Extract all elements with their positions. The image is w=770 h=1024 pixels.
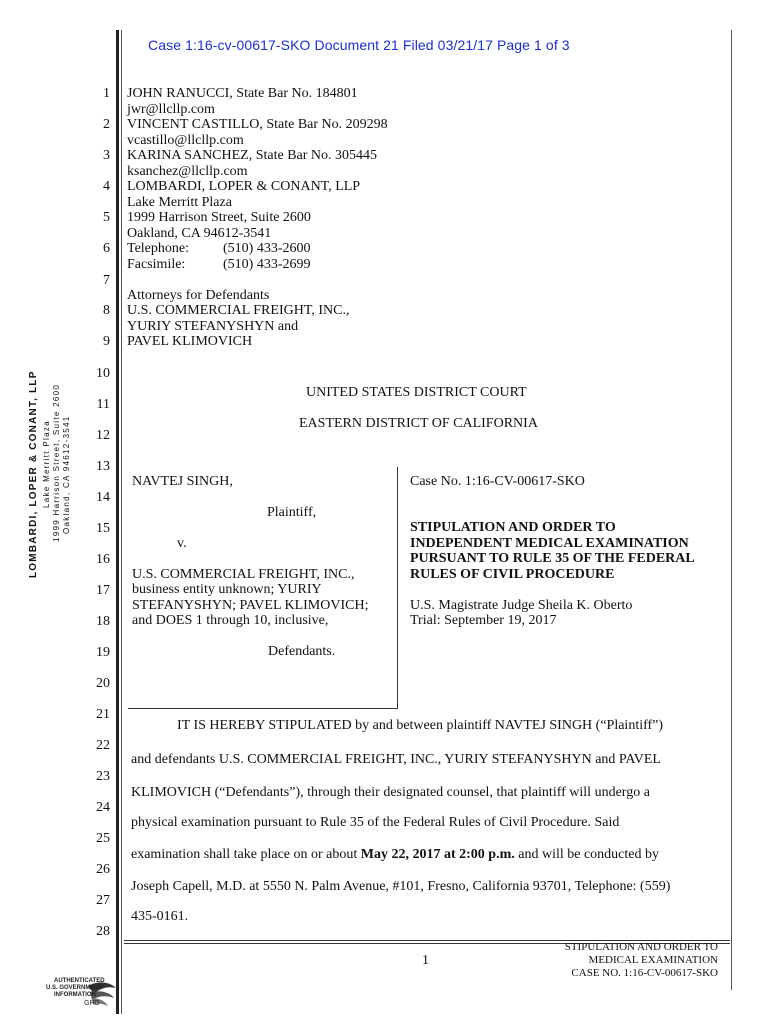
- side-firm-line3: Oakland, CA 94612-3541: [62, 415, 71, 534]
- footer-case-number: CASE NO. 1:16-CV-00617-SKO: [571, 967, 718, 979]
- court-district: EASTERN DISTRICT OF CALIFORNIA: [299, 416, 538, 431]
- line-number: 1: [103, 86, 110, 101]
- line-number: 6: [103, 241, 110, 256]
- body-text: and will be conducted by: [514, 847, 660, 862]
- line-number: 3: [103, 148, 110, 163]
- attorney-line: JOHN RANUCCI, State Bar No. 184801: [127, 86, 358, 101]
- document-title-line: STIPULATION AND ORDER TO: [410, 520, 616, 535]
- line-number: 15: [96, 521, 110, 536]
- exam-datetime: May 22, 2017 at 2:00 p.m.: [360, 847, 515, 862]
- body-line: physical examination pursuant to Rule 35 of the Federal Rules of Civil Procedure. Said: [131, 815, 620, 830]
- line-number: 22: [96, 738, 110, 753]
- facsimile-label: Facsimile:: [127, 257, 186, 272]
- line-number: 21: [96, 707, 110, 722]
- firm-address-line: Lake Merritt Plaza: [127, 195, 232, 210]
- court-name: UNITED STATES DISTRICT COURT: [306, 385, 527, 400]
- line-number: 19: [96, 645, 110, 660]
- line-number: 7: [103, 273, 110, 288]
- body-line: 435-0161.: [131, 909, 189, 924]
- body-text: examination shall take place on or about: [131, 847, 361, 862]
- line-number: 28: [96, 924, 110, 939]
- firm-name: LOMBARDI, LOPER & CONANT, LLP: [127, 179, 361, 194]
- line-number: 10: [96, 366, 110, 381]
- gpo-text-line: U.S. GOVERNMENT: [46, 985, 103, 991]
- caption-bottom-rule: [128, 708, 398, 709]
- document-title-line: INDEPENDENT MEDICAL EXAMINATION: [410, 536, 689, 551]
- plaintiff-role: Plaintiff,: [267, 505, 317, 520]
- line-number: 20: [96, 676, 110, 691]
- attorneys-for-line: YURIY STEFANYSHYN and: [127, 319, 299, 334]
- telephone-value: (510) 433-2600: [223, 241, 311, 256]
- line-number: 5: [103, 210, 110, 225]
- attorneys-for-line: U.S. COMMERCIAL FREIGHT, INC.,: [127, 303, 350, 318]
- caption-divider: [397, 467, 398, 708]
- side-firm-line2: 1999 Harrison Street, Suite 2600: [52, 383, 61, 542]
- page-number: 1: [422, 953, 429, 968]
- footer-title-line: MEDICAL EXAMINATION: [588, 954, 718, 966]
- defendants-line: U.S. COMMERCIAL FREIGHT, INC.,: [132, 567, 355, 582]
- line-number: 4: [103, 179, 110, 194]
- firm-address-line: Oakland, CA 94612-3541: [127, 226, 272, 241]
- line-number: 27: [96, 893, 110, 908]
- gpo-mark: GPO: [84, 1000, 100, 1007]
- judge: U.S. Magistrate Judge Sheila K. Oberto: [410, 598, 633, 613]
- line-number: 14: [96, 490, 110, 505]
- facsimile-value: (510) 433-2699: [223, 257, 311, 272]
- defendants-line: and DOES 1 through 10, inclusive,: [132, 613, 329, 628]
- versus: v.: [177, 536, 187, 551]
- defendants-role: Defendants.: [268, 644, 336, 659]
- attorney-line: VINCENT CASTILLO, State Bar No. 209298: [127, 117, 388, 132]
- case-number: Case No. 1:16-CV-00617-SKO: [410, 474, 585, 489]
- line-number: 2: [103, 117, 110, 132]
- line-number: 23: [96, 769, 110, 784]
- attorney-line: KARINA SANCHEZ, State Bar No. 305445: [127, 148, 378, 163]
- line-number: 24: [96, 800, 110, 815]
- side-firm-line1: Lake Merritt Plaza: [42, 420, 51, 508]
- line-number: 11: [96, 397, 110, 412]
- line-number: 8: [103, 303, 110, 318]
- body-line: Joseph Capell, M.D. at 5550 N. Palm Avenue, #101, Fresno, California 93701, Telephone: (559): [131, 879, 671, 894]
- body-line: IT IS HEREBY STIPULATED by and between plaintiff NAVTEJ SINGH (“Plaintiff”): [177, 718, 664, 733]
- line-number: 9: [103, 334, 110, 349]
- defendants-line: business entity unknown; YURIY: [132, 582, 322, 597]
- line-number: 13: [96, 459, 110, 474]
- gpo-text-line: INFORMATION: [54, 992, 96, 998]
- line-number: 26: [96, 862, 110, 877]
- gpo-authentication-logo: [40, 978, 118, 1018]
- pleading-rule-left-thick: [116, 30, 119, 1014]
- footer-title-line: STIPULATION AND ORDER TO: [564, 941, 718, 953]
- attorney-email: jwr@llcllp.com: [127, 102, 215, 117]
- trial-date: Trial: September 19, 2017: [410, 613, 557, 628]
- pleading-rule-right: [731, 30, 732, 990]
- attorneys-for-line: PAVEL KLIMOVICH: [127, 334, 253, 349]
- defendants-line: STEFANYSHYN; PAVEL KLIMOVICH;: [132, 598, 369, 613]
- attorneys-for-line: Attorneys for Defendants: [127, 288, 270, 303]
- line-number: 12: [96, 428, 110, 443]
- line-number: 17: [96, 583, 110, 598]
- telephone-label: Telephone:: [127, 241, 189, 256]
- pleading-rule-left-thin: [121, 30, 122, 1014]
- ecf-header-stamp: Case 1:16-cv-00617-SKO Document 21 Filed 03/21/17 Page 1 of 3: [148, 37, 570, 53]
- attorney-email: vcastillo@llcllp.com: [127, 133, 244, 148]
- document-title-line: RULES OF CIVIL PROCEDURE: [410, 567, 615, 582]
- line-number: 25: [96, 831, 110, 846]
- body-line: [131, 847, 659, 863]
- gpo-text-line: AUTHENTICATED: [54, 978, 105, 984]
- firm-address-line: 1999 Harrison Street, Suite 2600: [127, 210, 311, 225]
- side-firm-name: LOMBARDI, LOPER & CONANT, LLP: [28, 370, 39, 578]
- line-number: 18: [96, 614, 110, 629]
- gpo-eagle-icon: [40, 978, 118, 1018]
- body-line: KLIMOVICH (“Defendants”), through their designated counsel, that plaintiff will undergo a: [131, 785, 650, 800]
- line-number: 16: [96, 552, 110, 567]
- plaintiff-name: NAVTEJ SINGH,: [132, 474, 233, 489]
- body-line: and defendants U.S. COMMERCIAL FREIGHT, INC., YURIY STEFANYSHYN and PAVEL: [131, 752, 661, 767]
- attorney-email: ksanchez@llcllp.com: [127, 164, 248, 179]
- document-title-line: PURSUANT TO RULE 35 OF THE FEDERAL: [410, 551, 695, 566]
